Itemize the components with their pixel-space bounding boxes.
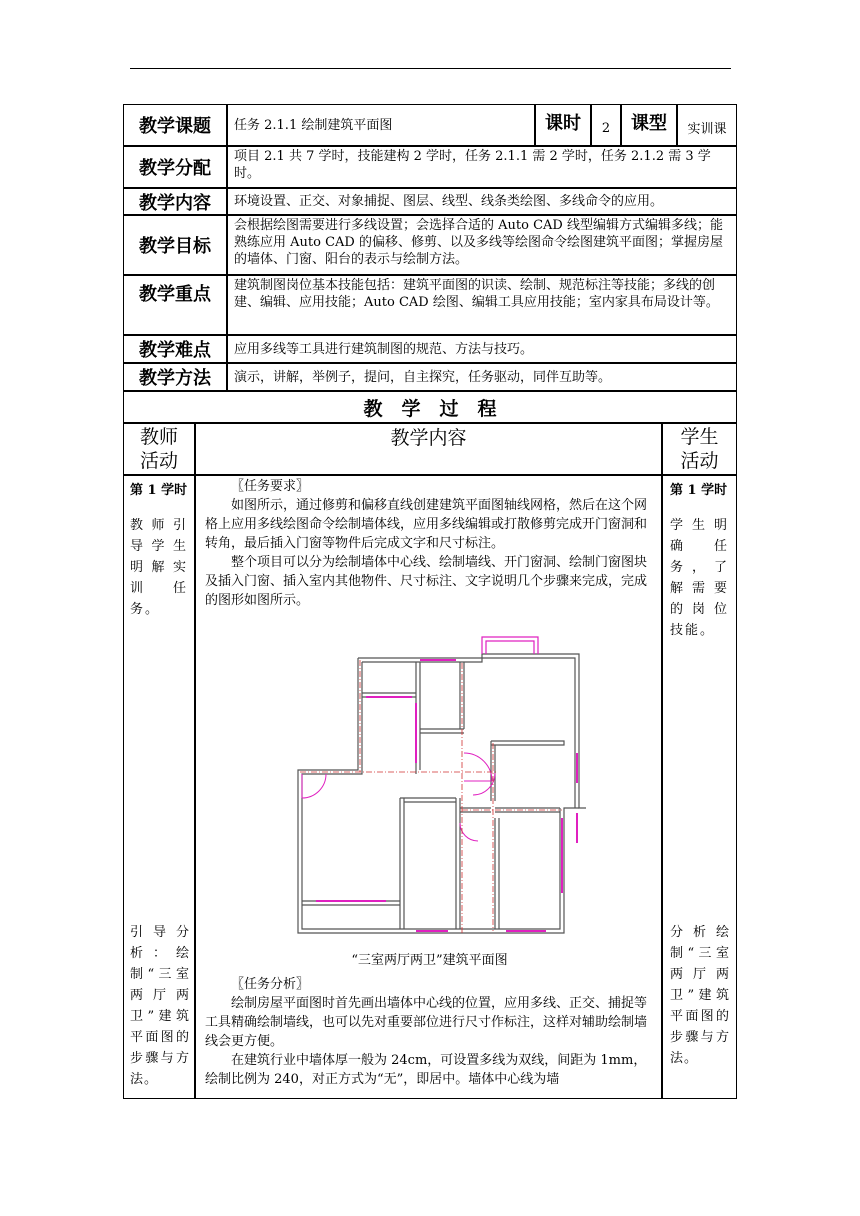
lesson-plan-table xyxy=(123,104,737,1099)
content-column-header: 教学内容 xyxy=(195,423,662,475)
objective-text: 会根据绘图需要进行多线设置；会选择合适的 Auto CAD 线型编辑方式编辑多线；能熟练应用 Auto CAD 的偏移、修剪、以及多线等绘图命令绘图建筑平面图；掌握房屋的墙体、门窗、阳台的表示与绘制方法。 xyxy=(227,215,737,275)
objective-label: 教学目标 xyxy=(123,215,227,275)
teacher-activity-2: 引导分析：绘制“三室两厅两卫”建筑平面图的步骤与方法。 xyxy=(130,925,190,1087)
teacher-activity-1: 教师引导学生明解实训任务。 xyxy=(130,518,188,617)
requirement-heading: 〖任务要求〗 xyxy=(231,479,310,494)
content-label: 教学内容 xyxy=(123,188,227,215)
type-label: 课型 xyxy=(621,104,677,146)
student-activity-1: 学生明确任务，了解需要的岗位技能。 xyxy=(670,518,729,638)
floor-plan-figure xyxy=(296,633,586,945)
analysis-heading: 〖任务分析〗 xyxy=(231,977,310,992)
topic-value: 任务 2.1.1 绘制建筑平面图 xyxy=(227,104,535,146)
analysis-paragraph-2: 在建筑行业中墙体厚一般为 24cm，可设置多线为双线，间距为 1mm，绘制比例为 240，对正方式为“无”，即居中。墙体中心线为墙 xyxy=(205,1053,647,1087)
method-text: 演示，讲解，举例子，提问，自主探究，任务驱动，同伴互助等。 xyxy=(227,363,737,391)
student-hour: 第 1 学时 xyxy=(670,483,728,498)
method-label: 教学方法 xyxy=(123,363,227,391)
hours-label: 课时 xyxy=(535,104,591,146)
header-rule xyxy=(130,68,731,69)
teacher-hour: 第 1 学时 xyxy=(130,483,188,498)
student-activity-cell xyxy=(662,475,737,1099)
content-cell xyxy=(195,475,662,1099)
figure-caption: “三室两厅两卫”建筑平面图 xyxy=(351,953,508,968)
requirement-paragraph-2: 整个项目可以分为绘制墙体中心线、绘制墙线、开门窗洞、绘制门窗图块及插入门窗、插入室内其他物件、尺寸标注、文字说明几个步骤来完成，完成的图形如图所示。 xyxy=(205,555,648,608)
allocation-text: 项目 2.1 共 7 学时，技能建构 2 学时，任务 2.1.1 需 2 学时，任务 2.1.2 需 3 学时。 xyxy=(227,146,737,188)
type-value: 实训课 xyxy=(677,104,737,146)
process-title: 教 学 过 程 xyxy=(123,391,737,423)
keypoint-text: 建筑制图岗位基本技能包括：建筑平面图的识读、绘制、规范标注等技能；多线的创建、编辑、应用技能；Auto CAD 绘图、编辑工具应用技能；室内家具布局设计等。 xyxy=(227,275,737,335)
difficulty-label: 教学难点 xyxy=(123,335,227,363)
student-activity-2: 分析绘制“三室两厅两卫”建筑平面图的步骤与方法。 xyxy=(670,925,730,1066)
difficulty-text: 应用多线等工具进行建筑制图的规范、方法与技巧。 xyxy=(227,335,737,363)
student-column-header: 学生 活动 xyxy=(662,423,737,475)
allocation-label: 教学分配 xyxy=(123,146,227,188)
teacher-activity-cell xyxy=(123,475,195,1099)
teacher-column-header: 教师 活动 xyxy=(123,423,195,475)
keypoint-label: 教学重点 xyxy=(123,275,227,335)
analysis-paragraph-1: 绘制房屋平面图时首先画出墙体中心线的位置，应用多线、正交、捕捉等工具精确绘制墙线，也可以先对重要部位进行尺寸作标注，这样对辅助绘制墙线会更方便。 xyxy=(205,996,648,1049)
hours-value: 2 xyxy=(591,104,621,146)
content-text: 环境设置、正交、对象捕捉、图层、线型、线条类绘图、多线命令的应用。 xyxy=(227,188,737,215)
topic-label: 教学课题 xyxy=(123,104,227,146)
requirement-paragraph-1: 如图所示，通过修剪和偏移直线创建建筑平面图轴线网格，然后在这个网格上应用多线绘图命令绘制墙体线，应用多线编辑或打散修剪完成开门窗洞和转角，最后插入门窗等物件后完成文字和尺寸标注。 xyxy=(205,498,648,551)
